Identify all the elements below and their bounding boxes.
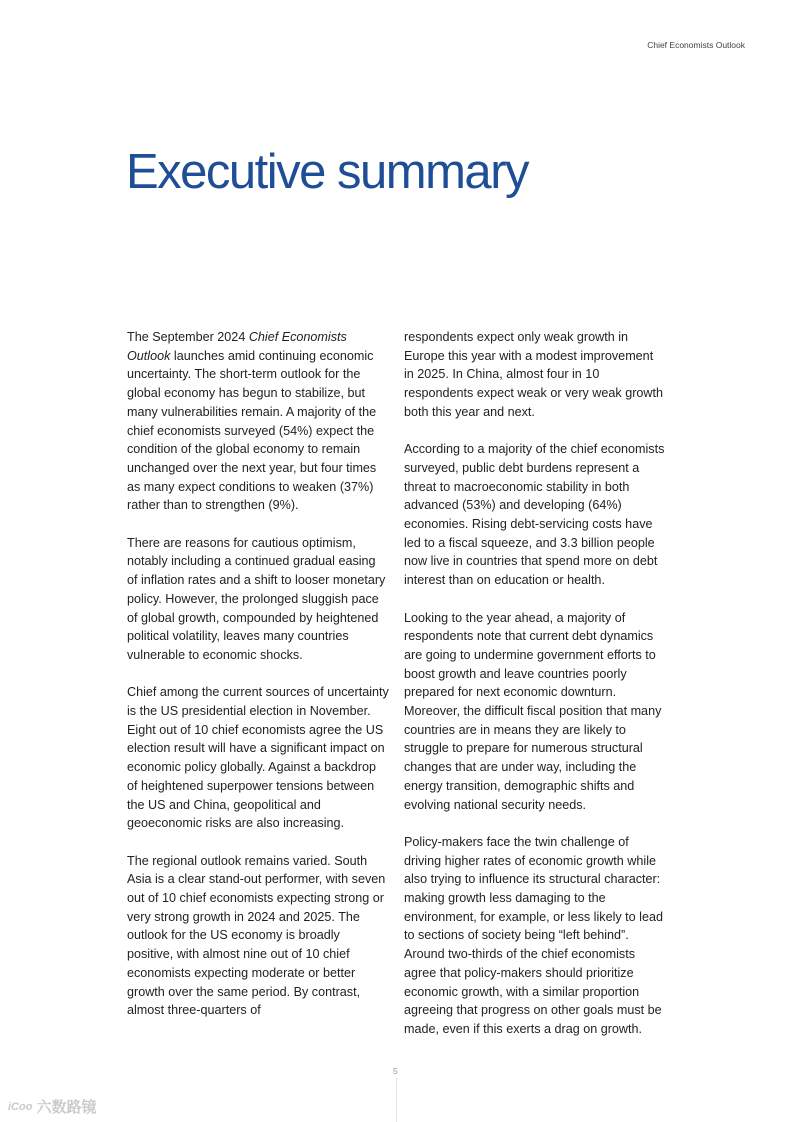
watermark-text: 六数路镜 xyxy=(36,1099,97,1116)
watermark xyxy=(8,1096,96,1117)
left-column xyxy=(127,328,389,1039)
page-number: 5 xyxy=(393,1066,398,1076)
paragraph: respondents expect only weak growth in Europe this year with a modest improvement in 2025. In China, almost four in 10 respondents expect weak or very weak growth both this year and next. xyxy=(404,330,664,419)
right-column xyxy=(404,328,666,1057)
report-title-italic: Chief Economists Outlook xyxy=(127,330,347,363)
paragraph: Chief among the current sources of uncertainty is the US presidential election in November. Eight out of 10 chief economists agree the US election result will have a significant impact on economic policy globally. Against a backdrop of heightened superpower tensions between the US and China, geopolitical and geoeconomic risks are also increasing. xyxy=(127,685,389,831)
paragraph: Looking to the year ahead, a majority of respondents note that current debt dynamics are going to undermine government efforts to boost growth and leave countries poorly prepared for next economic downturn. Moreover, the difficult fiscal position that many countries are in means they are likely to struggle to prepare for numerous structural changes that are under way, including the energy transition, demographic shifts and evolving national security needs. xyxy=(404,610,662,812)
running-header: Chief Economists Outlook xyxy=(647,40,745,50)
page-title: Executive summary xyxy=(126,145,529,199)
paragraph: According to a majority of the chief economists surveyed, public debt burdens represent a threat to macroeconomic stability in both advanced (53%) and developing (64%) economies. Rising debt-servicing costs have led to a fiscal squeeze, and 3.3 billion people now live in countries that spend more on debt interest than on education or health. xyxy=(404,442,665,588)
watermark-logo-icon: iCoo xyxy=(8,1100,33,1113)
paragraph: There are reasons for cautious optimism, notably including a continued gradual easing of inflation rates and a shift to looser monetary policy. However, the prolonged sluggish pace of global growth, compounded by heightened political volatility, leaves many countries vulnerable to economic shocks. xyxy=(127,535,386,662)
paragraph: Policy-makers face the twin challenge of driving higher rates of economic growth while also trying to influence its structural character: making growth less damaging to the environment, for example, or less likely to lead to sections of society being “left behind”. Around two-thirds of the chief economists agree that policy-makers should prioritize economic growth, with a similar proportion agreeing that progress on other goals must be made, even if this exerts a drag on growth. xyxy=(404,834,663,1036)
paragraph: The regional outlook remains varied. South Asia is a clear stand-out performer, with seven out of 10 chief economists expecting strong or very strong growth in 2024 and 2025. The outlook for the US economy is broadly positive, with almost nine out of 10 chief economists expecting moderate or better growth over the same period. By contrast, almost three-quarters of xyxy=(127,853,386,1018)
footer-divider xyxy=(396,1078,397,1122)
paragraph: The September 2024 Chief Economists Outlook launches amid continuing economic uncertainty. The short-term outlook for the global economy has begun to stabilize, but many vulnerabilities remain. A majority of the chief economists surveyed (54%) expect the condition of the global economy to remain unchanged over the next year, but four times as many expect conditions to weaken (37%) rather than to strengthen (9%). xyxy=(127,330,377,513)
